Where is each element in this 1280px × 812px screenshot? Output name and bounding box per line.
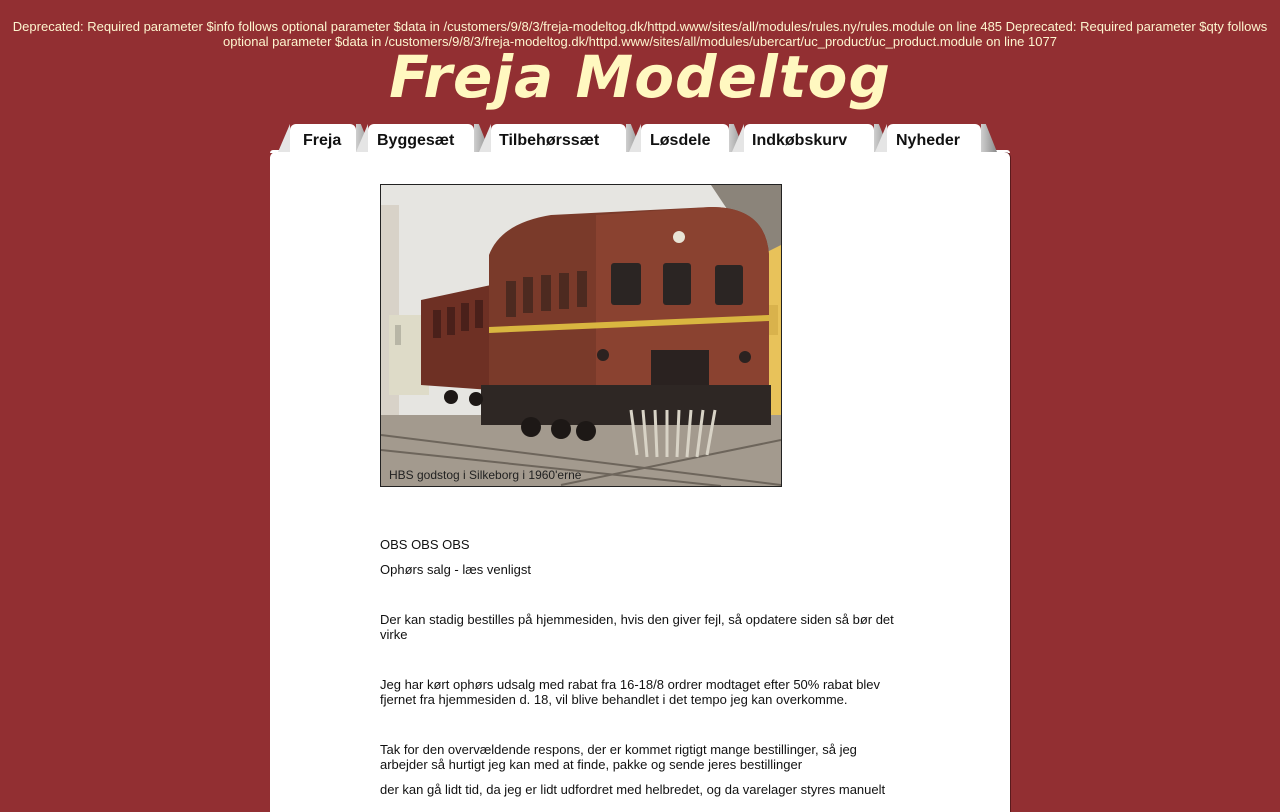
tab-nyheder[interactable]: [887, 124, 981, 152]
ordering-info-text: Der kan stadig bestilles på hjemmesiden, hvis den giver fejl, så opdatere siden så bør det virke: [380, 612, 894, 642]
tab-losdele-label: Løsdele: [650, 132, 711, 149]
deprecation-warning: Deprecated: Required parameter $info follows optional parameter $data in /customers/9/8/3/freja-modeltog.dk/httpd.www/sites/all/modules/rules.ny/rules.module on line 485 Deprecated: Required parameter $qty follows optional parameter $data in /customers/9/8/3/freja-modeltog.dk/httpd.www/sites/all/modules/ubercart/uc_product/uc_product.module on line 1077: [12, 19, 1268, 49]
discount-info-text: Jeg har kørt ophørs udsalg med rabat fra 16-18/8 ordrer modtaget efter 50% rabat blev fjernet fra hjemmesiden d. 18, vil blive behandlet i det tempo jeg kan overkomme.: [380, 677, 881, 707]
closing-sale-notice: Ophørs salg - læs venligst: [380, 562, 531, 577]
train-photo: [380, 184, 782, 487]
tab-freja-label: Freja: [303, 132, 342, 149]
tab-indkobskurv[interactable]: [744, 124, 874, 152]
tab-byggesaet-label: Byggesæt: [377, 132, 455, 149]
thanks-text: Tak for den overvældende respons, der er kommet rigtigt mange bestillinger, så jeg arbejder så hurtigt jeg kan med at finde, pakke og sende jeres bestillinger: [380, 742, 857, 772]
tab-losdele[interactable]: [641, 124, 729, 152]
tab-byggesaet[interactable]: [368, 124, 474, 152]
train-illustration: [381, 185, 781, 486]
tab-tilbehorssaet-label: Tilbehørssæt: [499, 132, 600, 149]
photo-caption: HBS godstog i Silkeborg i 1960'erne: [389, 468, 582, 482]
tab-freja[interactable]: [290, 124, 356, 152]
delay-text: der kan gå lidt tid, da jeg er lidt udfordret med helbredet, og da varelager styres manuelt: [380, 782, 886, 797]
tab-indkobskurv-label: Indkøbskurv: [752, 132, 848, 149]
tab-tilbehorssaet[interactable]: [491, 124, 626, 152]
site-logo[interactable]: Freja Modeltog: [389, 43, 891, 111]
tab-nyheder-label: Nyheder: [896, 132, 961, 149]
obs-heading: OBS OBS OBS: [380, 537, 470, 552]
